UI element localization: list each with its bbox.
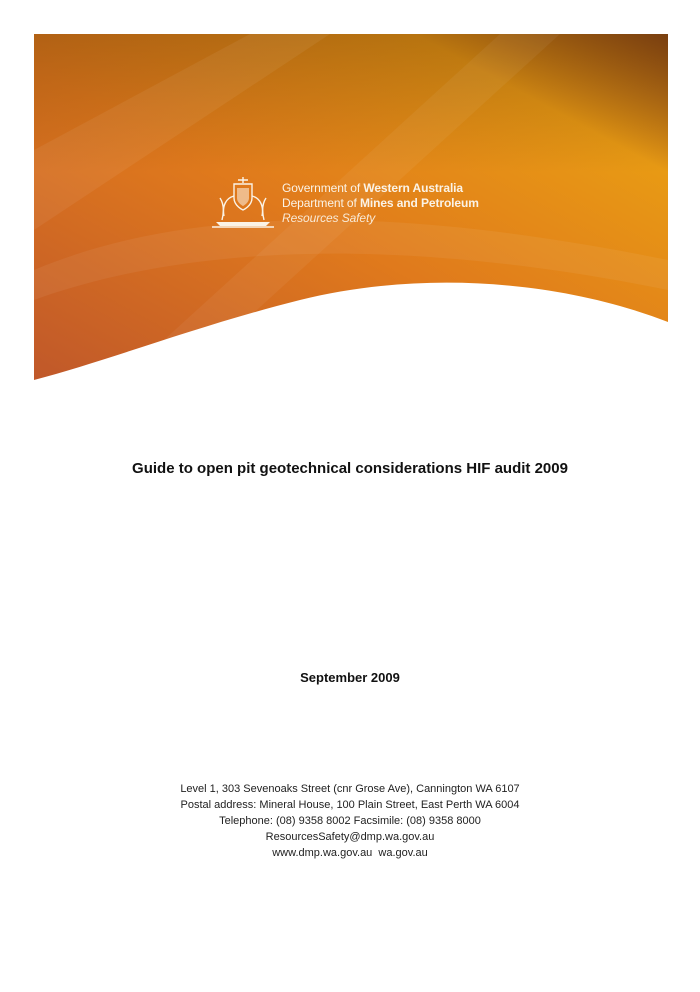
department-line: Department of Mines and Petroleum bbox=[282, 196, 479, 210]
document-date: September 2009 bbox=[300, 670, 400, 685]
division-line: Resources Safety bbox=[282, 211, 376, 225]
contact-postal: Postal address: Mineral House, 100 Plain Street, East Perth WA 6004 bbox=[180, 799, 520, 811]
contact-web: www.dmp.wa.gov.au wa.gov.au bbox=[272, 847, 428, 859]
wa-coat-of-arms-icon bbox=[210, 176, 276, 232]
contact-block bbox=[0, 781, 700, 861]
government-line: Government of Western Australia bbox=[282, 181, 463, 195]
contact-address: Level 1, 303 Sevenoaks Street (cnr Grose Ave), Cannington WA 6107 bbox=[180, 783, 520, 795]
document-title: Guide to open pit geotechnical considerations HIF audit 2009 bbox=[132, 460, 568, 477]
contact-email: ResourcesSafety@dmp.wa.gov.au bbox=[265, 831, 435, 843]
contact-phone: Telephone: (08) 9358 8002 Facsimile: (08) 9358 8000 bbox=[219, 815, 481, 827]
government-header bbox=[282, 181, 479, 226]
